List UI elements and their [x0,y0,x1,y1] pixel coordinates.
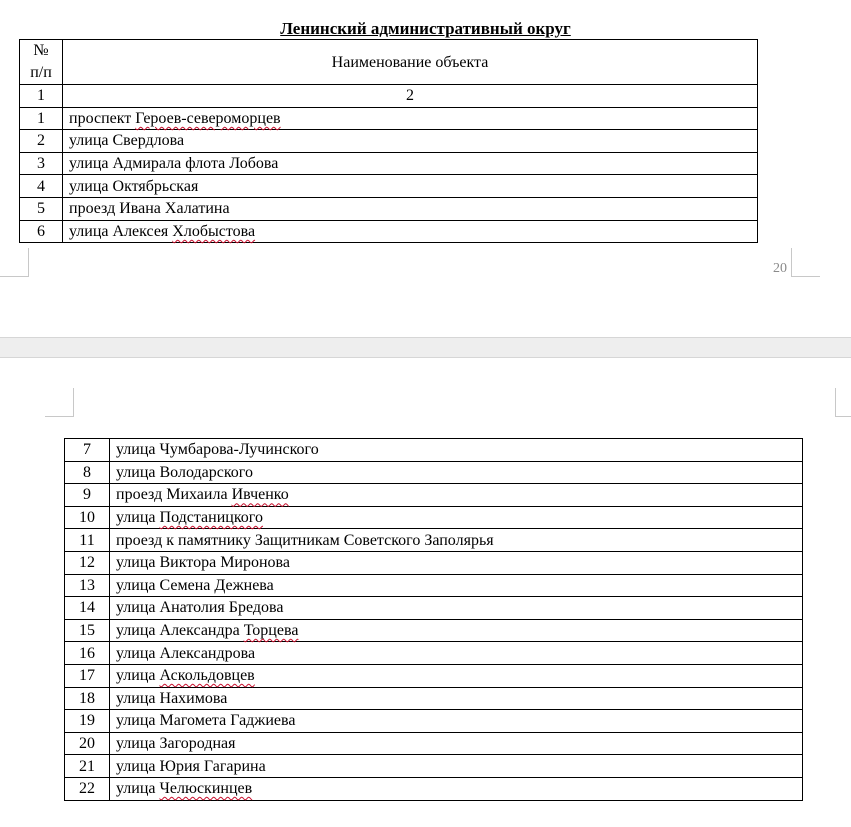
object-name-text: улица Володарского [116,463,253,481]
table-row [65,619,803,642]
row-number: 10 [65,506,110,529]
table-row [65,732,803,755]
object-name-text: проспект [69,109,136,127]
object-name-text: улица Свердлова [69,132,185,150]
object-name-text: проезд Михаила [116,486,232,504]
row-number: 6 [20,220,63,243]
objects-table-part2 [64,438,803,801]
object-name [110,461,803,484]
row-number: 22 [65,777,110,800]
object-name-text: улица Магомета Гаджиева [116,712,296,730]
row-number: 19 [65,710,110,733]
row-number: 18 [65,687,110,710]
table-row [20,197,758,220]
table-row [65,484,803,507]
table-row [65,551,803,574]
row-number: 8 [65,461,110,484]
object-name [110,597,803,620]
header-name: Наименование объекта [63,40,758,85]
row-number: 20 [65,732,110,755]
object-name [63,130,758,153]
row-number: 5 [20,197,63,220]
table-row [65,597,803,620]
object-name-text: улица Виктора Миронова [116,554,290,572]
row-number: 15 [65,619,110,642]
object-name [110,619,803,642]
page-title: Ленинский административный округ [280,19,571,38]
row-number: 12 [65,551,110,574]
table-row [20,220,758,243]
object-name [110,574,803,597]
margin-corner-mark [45,388,74,417]
row-number: 3 [20,152,63,175]
object-name-text: улица [116,509,160,527]
object-name [63,197,758,220]
table-row [65,574,803,597]
object-name [110,777,803,800]
spellcheck-flagged-word: Ивченко [231,486,289,504]
spellcheck-flagged-word: Аскольдовцев [159,667,255,685]
object-name [63,175,758,198]
page-number: 20 [773,261,787,276]
object-name-text: улица Александра [116,622,244,640]
spellcheck-flagged-word: Хлобыстова [172,222,256,240]
object-name-text: проезд к памятнику Защитникам Советского Заполярья [116,531,494,549]
object-name [110,710,803,733]
object-name-text: улица Александрова [116,644,256,662]
object-name [110,439,803,462]
spellcheck-flagged-word: Подстаницкого [159,509,263,527]
table-row [65,664,803,687]
object-name-text: улица Адмирала флота Лобова [69,155,279,173]
object-name-text: улица Нахимова [116,689,228,707]
object-name [63,152,758,175]
index-col-1: 1 [20,85,63,108]
object-name [110,664,803,687]
row-number: 2 [20,130,63,153]
object-name-text: улица Анатолия Бредова [116,599,284,617]
table-row [65,642,803,665]
object-name-text: улица Загородная [116,735,236,753]
table-row [65,777,803,800]
object-name-text: улица Семена Дежнева [116,576,274,594]
table-row [65,755,803,778]
table-header-row [20,40,758,85]
spellcheck-flagged-word: Челюскинцев [159,780,253,798]
spellcheck-flagged-word: Торцева [243,622,299,640]
objects-table-part1 [19,39,758,243]
table-row [65,687,803,710]
row-number: 1 [20,107,63,130]
table-index-row [20,85,758,108]
object-name [110,642,803,665]
row-number: 17 [65,664,110,687]
row-number: 16 [65,642,110,665]
page-gap [0,337,851,358]
object-name [63,220,758,243]
object-name [110,529,803,552]
header-num: № п/п [20,40,63,85]
margin-corner-mark [0,248,29,277]
index-col-2: 2 [63,85,758,108]
object-name-text: проезд Ивана Халатина [69,200,230,218]
object-name [63,107,758,130]
spellcheck-flagged-word: Героев-североморцев [135,109,281,127]
object-name-text: улица Юрия Гагарина [116,757,266,775]
row-number: 9 [65,484,110,507]
table-row [65,710,803,733]
object-name [110,732,803,755]
table-row [20,152,758,175]
object-name [110,484,803,507]
table-row [65,461,803,484]
object-name-text: улица Алексея [69,222,173,240]
object-name-text: улица [116,780,160,798]
object-name [110,506,803,529]
row-number: 14 [65,597,110,620]
table-row [20,175,758,198]
table-row [65,506,803,529]
table-row [65,439,803,462]
table-row [20,130,758,153]
table-row [65,529,803,552]
object-name [110,755,803,778]
row-number: 4 [20,175,63,198]
object-name-text: улица [116,667,160,685]
object-name [110,551,803,574]
object-name [110,687,803,710]
object-name-text: улица Чумбарова-Лучинского [116,441,319,459]
object-name-text: улица Октябрьская [69,177,199,195]
margin-corner-mark [835,388,851,417]
row-number: 13 [65,574,110,597]
row-number: 11 [65,529,110,552]
margin-corner-mark [791,248,820,277]
row-number: 7 [65,439,110,462]
row-number: 21 [65,755,110,778]
table-row [20,107,758,130]
